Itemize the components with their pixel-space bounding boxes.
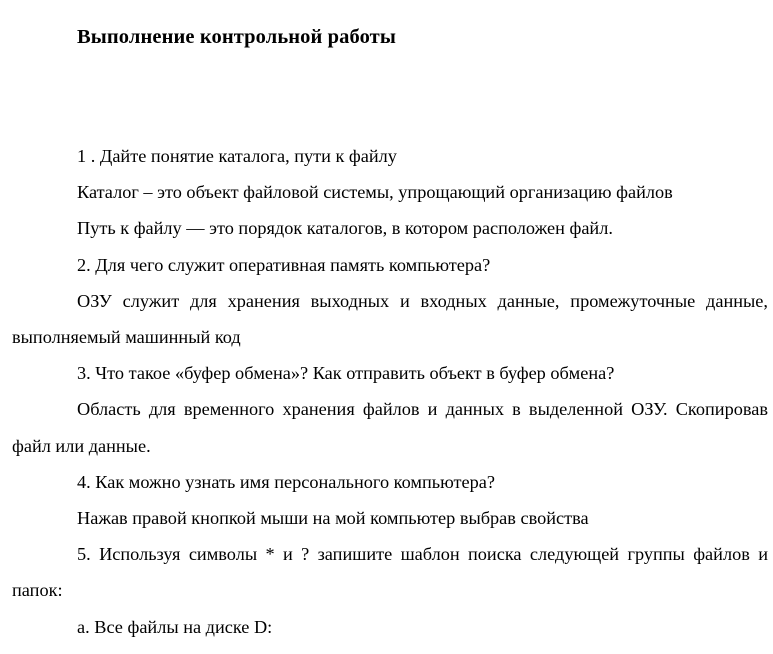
- question-5: 5. Используя символы * и ? запишите шаблон поиска следующей группы файлов и папок:: [12, 544, 768, 601]
- question-5a: a. Все файлы на диске D:: [77, 616, 273, 637]
- question-4: 4. Как можно узнать имя персонального компьютера?: [77, 471, 496, 492]
- question-2: 2. Для чего служит оперативная память компьютера?: [77, 254, 491, 275]
- answer-4: Нажав правой кнопкой мыши на мой компьютер выбрав свойства: [77, 508, 589, 529]
- question-3: 3. Что такое «буфер обмена»? Как отправить объект в буфер обмена?: [77, 363, 615, 384]
- answer-1-path: Путь к файлу — это порядок каталогов, в котором расположен файл.: [77, 218, 613, 239]
- answer-1-catalog: Каталог – это объект файловой системы, упрощающий организацию файлов: [77, 182, 673, 203]
- document-title: Выполнение контрольной работы: [77, 26, 396, 48]
- question-1: 1 . Дайте понятие каталога, пути к файлу: [77, 146, 397, 166]
- document-body: [12, 138, 768, 645]
- answer-2: ОЗУ служит для хранения выходных и входных данные, промежуточные данные, выполняемый машинный код: [12, 290, 768, 348]
- answer-3: Область для временного хранения файлов и данных в выделенной ОЗУ. Скопировав файл или данные.: [12, 399, 768, 456]
